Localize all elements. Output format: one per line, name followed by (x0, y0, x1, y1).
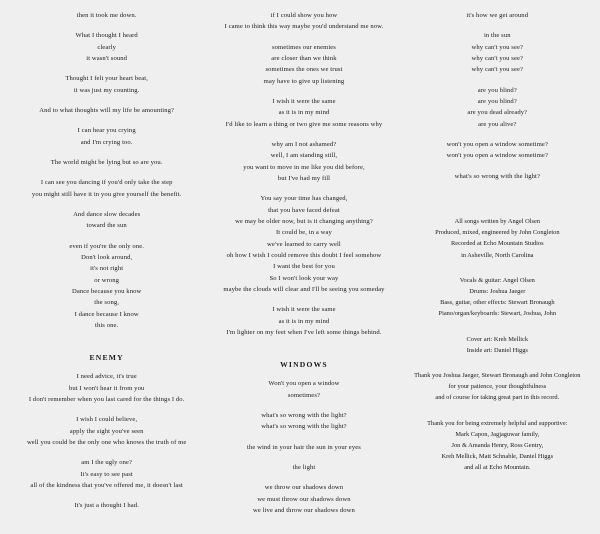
credit-line: for your patience, your thoughtfulness (448, 383, 547, 391)
credit-line: Piano/organ/keyboards: Stewart, Joshua, John (438, 310, 557, 318)
lyric-line: then it took me down. (76, 12, 137, 19)
performer-credits (407, 275, 588, 320)
lyric-line: I need advice, it's true (76, 373, 137, 381)
lyric-stanza (209, 378, 398, 401)
lyric-line: the song, (94, 299, 120, 307)
lyric-line: am I the ugly one? (81, 459, 133, 467)
credit-line: Thank you Joshua Jaeger, Stewart Bronaugh and John Congleton (414, 371, 581, 379)
lyric-line: may have to give up listening (263, 77, 345, 85)
credit-line: Recorded at Echo Mountain Studios (450, 240, 544, 248)
credit-line: Jon & Amanda Henry, Ross Gentry, (451, 441, 544, 449)
lyric-stanza (407, 10, 588, 21)
lyric-stanza (209, 410, 398, 433)
lyric-line: we've learned to carry well (267, 240, 341, 248)
lyric-stanza (14, 157, 199, 168)
lyric-stanza (209, 42, 398, 87)
song-windows (209, 360, 398, 516)
lyric-stanza (14, 209, 199, 232)
lyric-stanza (407, 30, 588, 75)
lyric-line: I wish it were the same (272, 97, 336, 105)
lyric-stanza (407, 139, 588, 162)
lyric-line: but I won't hear it from you (68, 384, 145, 392)
credits-spacer (407, 404, 588, 418)
lyric-line: and I'm crying too. (80, 138, 133, 146)
middle-lyrics-region (209, 10, 398, 338)
lyric-line: even if you're the only one. (69, 242, 144, 250)
lyric-line: apply the sight you've seen (69, 427, 144, 435)
section-spacer (209, 338, 398, 360)
lyric-line: I want the best for you (273, 263, 335, 271)
lyric-line: I can hear you crying (77, 127, 136, 135)
credits-spacer (407, 261, 588, 275)
credit-line: Vocals & guitar: Angel Olsen (459, 276, 535, 284)
lyric-line: are closer than we think (271, 54, 337, 62)
lyric-line: why can't you see? (471, 43, 524, 51)
lyric-line: maybe the clouds will clear and I'll be seeing you someday (223, 285, 385, 293)
lyric-stanza (209, 193, 398, 295)
lyric-line: you want to move in me like you did before, (243, 163, 365, 171)
lyric-line: what's so wrong with the light? (261, 423, 347, 431)
right-lyrics-region (407, 10, 588, 182)
column-left (8, 10, 205, 512)
lyric-line: And dance slow decades (73, 210, 141, 218)
lyric-line: why can't you see? (471, 66, 524, 74)
lyric-line: Won't you open a window (268, 380, 340, 388)
lyric-stanza (14, 414, 199, 448)
lyric-line: we must throw our shadows down (257, 495, 351, 503)
lyric-line: won't you open a window sometime? (446, 152, 548, 160)
lyric-line: what's so wrong with the light? (454, 172, 541, 180)
lyric-stanza (209, 462, 398, 473)
lyric-stanza (209, 139, 398, 184)
lyric-stanza (14, 500, 199, 511)
lyric-line: we throw our shadows down (264, 484, 344, 492)
lyric-line: You say your time has changed, (260, 195, 348, 203)
lyric-line: I can see you dancing if you'd only take the step (40, 179, 173, 187)
lyric-line: as it is in my mind (278, 109, 330, 117)
lyric-line: Don't look around, (81, 253, 133, 261)
section-spacer (14, 331, 199, 353)
column-right (403, 10, 592, 474)
lyric-line: or wrong (94, 276, 120, 284)
lyric-line: all of the kindness that you've offered me, it doesn't last (30, 481, 183, 489)
lyric-line: why am I not ashamed? (271, 140, 337, 148)
lyric-stanza (209, 96, 398, 130)
left-lyrics-region (14, 10, 199, 331)
lyric-line: I'm lighter on my feet when I've left some things behind. (226, 328, 382, 336)
lyric-stanza (14, 457, 199, 491)
lyric-line: oh how I wish I could remove this doubt I feel somehow (226, 251, 382, 259)
credit-line: in Asheville, North Carolina (461, 251, 534, 259)
lyric-line: What I thought I heard (75, 32, 138, 40)
lyric-line: it was just my counting. (73, 86, 140, 94)
song-enemy (14, 353, 199, 511)
lyric-line: but I've had my fill (277, 174, 331, 182)
thank-you-band (407, 370, 588, 404)
lyric-line: I wish it were the same (272, 306, 336, 314)
lyric-stanza (209, 442, 398, 453)
credit-line: Thank you for being extremely helpful and supportive: (427, 419, 568, 427)
lyric-stanza (14, 241, 199, 332)
credit-line: Bass, guitar, other effects: Stewart Bronaugh (440, 299, 555, 307)
lyric-line: what's so wrong with the light? (261, 411, 347, 419)
lyric-stanza (209, 10, 398, 33)
lyric-line: are you dead already? (467, 109, 528, 117)
credit-line: and of course for taking great part in this record. (435, 394, 560, 402)
lyric-stanza (14, 73, 199, 96)
lyric-stanza (209, 482, 398, 516)
lyric-line: toward the sun (86, 222, 127, 230)
lyric-line: it's how we get around (466, 12, 529, 19)
lyric-line: It's just a thought I had. (74, 502, 139, 510)
credits-spacer (407, 320, 588, 334)
lyric-line: are you blind? (477, 97, 517, 105)
lyric-line: you might still have it in you give yourself the benefit. (31, 190, 182, 198)
lyric-line: won't you open a window sometime? (446, 140, 548, 148)
thank-you-supporters (407, 418, 588, 474)
lyric-line: in the sun (483, 32, 511, 40)
lyric-line: clearly (97, 43, 116, 51)
artwork-credits (407, 334, 588, 356)
section-spacer (407, 182, 588, 216)
lyric-line: sometimes the ones we trust (265, 66, 343, 74)
lyric-line: The world might be lying but so are you. (50, 158, 163, 166)
lyric-stanza (14, 371, 199, 405)
lyric-line: And to what thoughts will my life be amounting? (39, 106, 175, 114)
credits-spacer (407, 356, 588, 370)
song-title-enemy: ENEMY (89, 353, 124, 363)
lyric-line: I wish I could believe, (76, 416, 138, 424)
lyric-line: Thought I felt your heart beat, (65, 75, 148, 83)
lyric-line: we may be older now, but is it changing anything? (235, 217, 373, 225)
lyric-line: we live and throw our shadows down (253, 506, 355, 514)
lyric-line: are you alive? (478, 120, 517, 128)
lyric-line: as it is in my mind (278, 317, 330, 325)
lyric-line: I'd like to learn a thing or two give me some reasons why (225, 120, 383, 128)
credit-line: All songs written by Angel Olsen (454, 217, 540, 225)
lyric-line: It could be, in a way (276, 229, 332, 237)
lyric-line: I don't remember when you last cared for the things I do. (28, 395, 185, 403)
lyric-line: Dance because you know (71, 287, 142, 295)
song-title-windows: WINDOWS (280, 360, 328, 370)
credit-line: Produced, mixed, engineered by John Congleton (435, 229, 560, 237)
lyric-stanza (14, 30, 199, 64)
lyric-stanza (14, 125, 199, 148)
credit-line: Cover art: Kreh Mellick (466, 335, 529, 343)
lyric-line: it's not right (90, 265, 124, 273)
credit-line: Drums: Joshua Jaeger (469, 287, 526, 295)
lyric-line: well you could be the only one who knows the truth of me (26, 438, 187, 446)
lyric-line: I came to think this way maybe you'd understand me now. (224, 23, 384, 31)
lyric-stanza (14, 105, 199, 116)
lyric-line: It's easy to see past (80, 470, 133, 478)
credits-region (407, 216, 588, 474)
column-middle (205, 10, 402, 516)
credit-line: Kreh Mellick, Matt Schnable, Daniel Higgs (441, 453, 554, 461)
lyric-line: why can't you see? (471, 54, 524, 62)
credit-line: and all at Echo Mountain. (464, 464, 531, 472)
lyric-line: I dance because I know (74, 310, 139, 318)
production-credits (407, 216, 588, 261)
lyric-stanza (14, 10, 199, 21)
lyric-stanza (407, 171, 588, 182)
lyric-line: the wind in your hair the sun in your eyes (247, 443, 361, 451)
lyric-line: are you blind? (477, 86, 517, 94)
lyric-line: So I won't look your way (269, 274, 339, 282)
lyric-line: that you have faced defeat (268, 206, 340, 214)
lyric-line: sometimes? (287, 391, 321, 399)
credit-line: Inside art: Daniel Higgs (466, 346, 528, 354)
lyric-stanza (407, 85, 588, 130)
lyric-line: sometimes our enemies (271, 43, 336, 51)
lyric-line: the light (292, 463, 316, 471)
lyric-stanza (209, 304, 398, 338)
lyric-line: if I could show you how (270, 12, 338, 19)
lyric-line: well, I am standing still, (270, 152, 338, 160)
lyric-line: it wasn't sound (86, 54, 128, 62)
lyric-line: this one. (95, 321, 119, 329)
credit-line: Mark Capon, Jagjaguwar family, (455, 430, 540, 438)
lyric-stanza (14, 177, 199, 200)
